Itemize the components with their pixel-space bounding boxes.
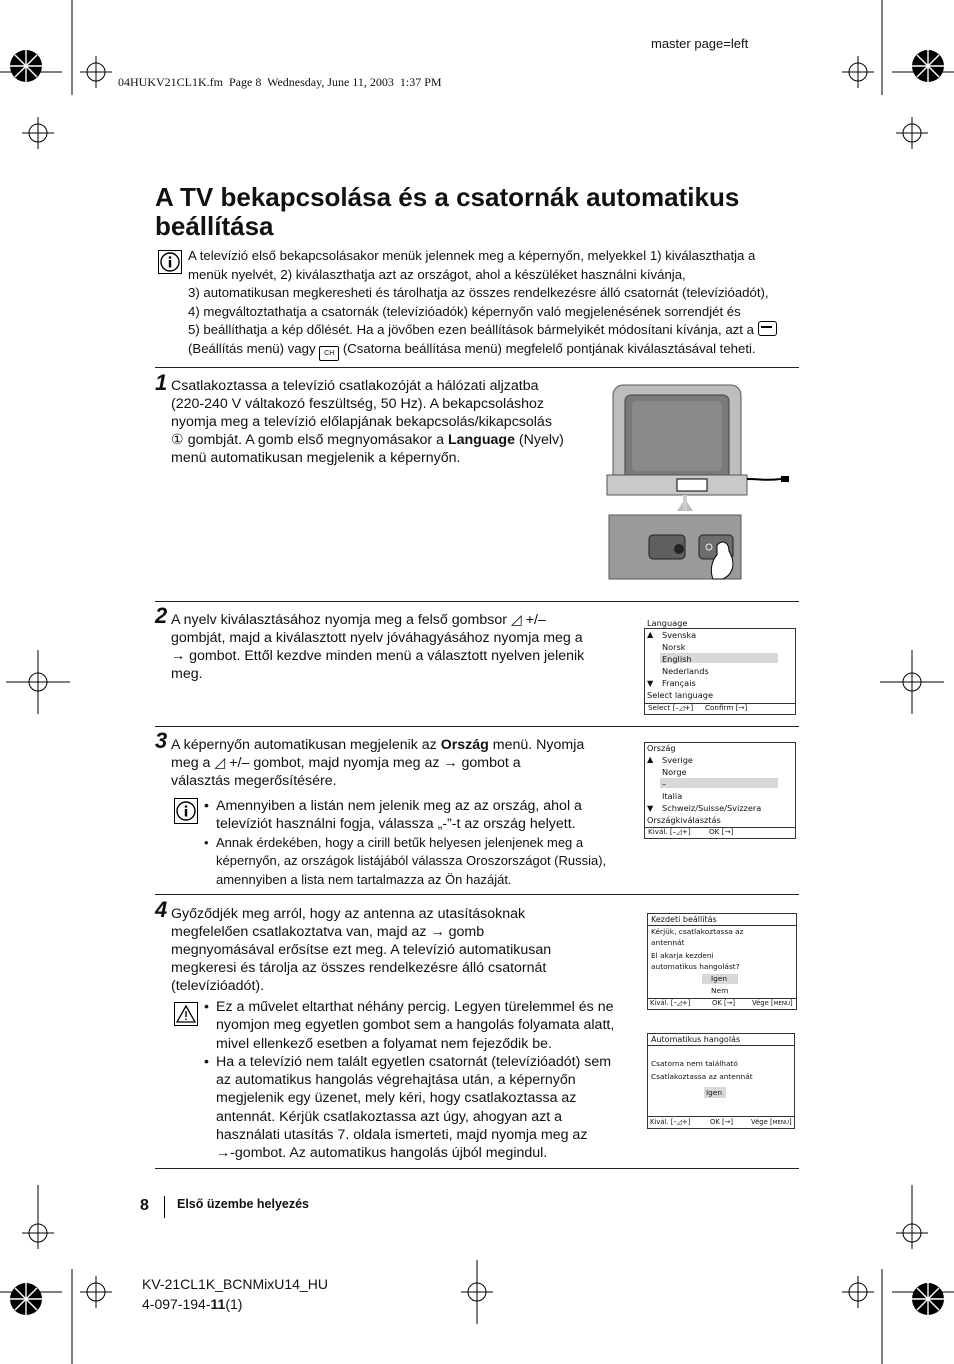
volume-icon: ◿ xyxy=(214,755,226,771)
intro-line: 3) automatikusan megkeresheti és tárolhatja az összes rendelkezésre álló csatornát (televízióadót), xyxy=(188,285,769,300)
footer-separator xyxy=(164,1196,165,1218)
channel-setup-icon: CH xyxy=(319,346,339,361)
auto-tuning-osd: Automatikus hangolás Csatorna nem található Csatlakoztassa az antennát Igen Kivál. [–◿+] OK [→] Vége [MENU] xyxy=(647,1033,795,1129)
ok-button-icon: → xyxy=(216,1145,231,1162)
menu-option: Sverige xyxy=(662,755,693,765)
menu-option: – xyxy=(662,779,667,789)
model-code: KV-21CL1K_BCNMixU14_HU xyxy=(142,1276,328,1292)
no-option: Nem xyxy=(711,986,729,995)
menu-option: Svenska xyxy=(662,630,697,640)
intro-line: 5) beállíthatja a kép dőlését. Ha a jövőben ezen beállítások bármelyikét módosítani kívánja, azt a xyxy=(188,321,808,340)
tv-illustration xyxy=(605,383,800,583)
intro-text xyxy=(188,247,808,361)
down-arrow-icon: ▼ xyxy=(647,678,654,688)
ok-button-icon: → xyxy=(171,648,186,664)
page-number: 8 xyxy=(140,1197,149,1214)
volume-icon: ◿ xyxy=(510,612,522,628)
part-code: 4-097-194-11(1) xyxy=(142,1296,243,1312)
master-page-label: master page=left xyxy=(651,36,749,51)
section-divider xyxy=(155,367,799,368)
step4-warnings: • Ez a művelet eltarthat néhány percig. Legyen türelemmel és ne nyomjon meg egyetlen gombot sem a hangolás folyamata alatt, mivel ellenkező esetben a folyamat nem fejeződik be. • Ha a televízió nem talált egyetlen csatornát (televízióadót) sem az automatikus hangolás végrehajtása után, a képernyőn megjelenik egy üzenet, mely kéri, hogy csatlakoztassa az antennát. Kérjük csatlakoztassa azt úgy, ahogyan azt a használati utasítás 7. oldala ismerteti, majd nyomja meg az →-gombot. Az automatikus hangolás újból megindul. xyxy=(204,998,620,1163)
yes-option: Igen xyxy=(711,974,728,983)
language-menu-osd: Language Svenska Norsk English Nederlands Français ▲ ▼ Select language Select [–◿+] Confirm [→] xyxy=(644,618,796,715)
step-number: 3 xyxy=(155,728,168,753)
step1-text: Csatlakoztassa a televízió csatlakozóját a hálózati aljzatba (220-240 V váltakozó feszültség, 50 Hz). A bekapcsoláshoz nyomja meg a televízió előlapjának bekapcsolás/kikapcsolás ① gombját. A gomb első megnyomásakor a Language (Nyelv) menü automatikusan megjelenik a képernyőn. xyxy=(171,378,564,466)
intro-line: menük nyelvét, 2) kiválaszthatja azt az országot, ahol a készüléket használni kívánja, xyxy=(188,266,686,282)
warning-icon xyxy=(174,1002,198,1026)
setup-menu-icon xyxy=(758,321,777,336)
step3-text: A képernyőn automatikusan megjelenik az Ország menü. Nyomja meg a ◿ +/– gombot, majd nyomja meg az → gombot a választás megerősítésére. xyxy=(171,737,585,789)
step-number: 4 xyxy=(155,897,168,922)
section-divider xyxy=(155,601,799,602)
power-icon: ① xyxy=(171,432,184,448)
section-divider xyxy=(155,1168,799,1169)
country-menu-osd: Ország Sverige Norge – Italia Schweiz/Suisse/Svizzera ▲ ▼ Országkiválasztás Kivál. [–◿+] OK [→] xyxy=(644,742,796,839)
menu-option: Français xyxy=(662,678,696,688)
step2-text: A nyelv kiválasztásához nyomja meg a felső gombsor ◿ +/– gombját, majd a kiválasztott nyelv jóváhagyásához nyomja meg a → gombot. Ettől kezdve minden menü a választott nyelven jelenik meg. xyxy=(171,612,585,682)
info-icon xyxy=(174,798,198,824)
intro-line: A televízió első bekapcsolásakor menük jelennek meg a képernyőn, melyekkel 1) kiválaszthatja a xyxy=(188,248,756,263)
intro-line: (Beállítás menü) vagy CH (Csatorna beállítása menü) megfelelő pontjának kiválasztásával teheti. xyxy=(188,340,808,361)
step4-text: Győződjék meg arról, hogy az antenna az utasításoknak megfelelően csatlakoztatva van, majd az → gomb megnyomásával erősítse ezt meg. A televízió automatikusan megkeresi és tárolja az összes rendelkezésre álló csatornát (televízióadót). xyxy=(171,906,552,994)
up-arrow-icon: ▲ xyxy=(647,629,654,639)
menu-option: Italia xyxy=(662,791,683,801)
menu-option: Norsk xyxy=(662,642,686,652)
yes-option: Igen xyxy=(706,1088,723,1097)
section-divider xyxy=(155,726,799,727)
step3-notes: • Amennyiben a listán nem jelenik meg az az ország, ahol a televíziót használni fogja, válassza „-”-t az ország helyett. • Annak érdekében, hogy a cirill betűk helyesen jelenjenek meg a képernyőn, az országok listájából válassza Oroszországot (Russia), amennyiben a lista nem tartalmazza az Ön hazáját. xyxy=(204,797,616,889)
menu-option: Nederlands xyxy=(662,666,709,676)
page-title: A TV bekapcsolása és a csatornák automatikus beállítása xyxy=(155,182,740,241)
up-arrow-icon: ▲ xyxy=(647,754,654,764)
section-name: Első üzembe helyezés xyxy=(177,1197,310,1211)
selected-highlight xyxy=(660,778,778,788)
ok-button-icon: → xyxy=(443,755,458,771)
down-arrow-icon: ▼ xyxy=(647,803,654,813)
menu-option: Norge xyxy=(662,767,687,777)
ok-button-icon: → xyxy=(430,924,445,940)
intro-line: 4) megváltoztathatja a csatornák (televízióadók) képernyőn való megjelenésének sorrendjét és xyxy=(188,303,741,319)
file-info: 04HUKV21CL1K.fm Page 8 Wednesday, June 11, 2003 1:37 PM xyxy=(118,75,442,89)
menu-option: Schweiz/Suisse/Svizzera xyxy=(662,803,762,813)
section-divider xyxy=(155,894,799,895)
step-number: 2 xyxy=(155,603,168,628)
menu-option: English xyxy=(662,654,692,664)
step-number: 1 xyxy=(155,370,168,395)
initial-setup-osd: Kezdeti beállítás Kérjük, csatlakoztassa az antennát El akarja kezdeni automatikus hangolást? Igen Nem Kivál. [–◿+] OK [→] Vége [MENU] xyxy=(647,913,797,1010)
info-icon xyxy=(158,250,182,274)
